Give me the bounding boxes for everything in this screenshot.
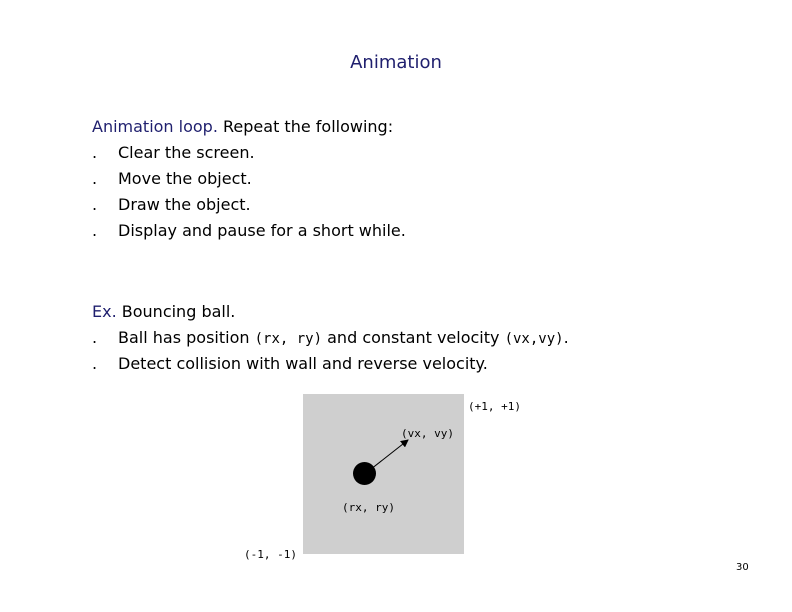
bullet-marker: . [92,143,98,162]
slide-title: Animation [350,52,442,73]
step-text: Display and pause for a short while. [118,221,406,240]
step-text: Draw the object. [118,195,251,214]
top-right-label: (+1, +1) [468,400,521,413]
bullet-marker: . [92,169,98,188]
item-text: Detect collision with wall and reverse velocity. [118,354,488,373]
example-intro: Bouncing ball. [121,302,236,321]
page-number: 30 [736,562,749,573]
step-text: Move the object. [118,169,252,188]
item-text: Ball has position [118,328,250,347]
bullet-marker: . [92,354,98,373]
item-text-end: . [563,328,569,347]
step-text: Clear the screen. [118,143,255,162]
example-heading: Ex. [92,302,117,321]
position-label: (rx, ry) [342,501,395,514]
velocity-code: (vx,vy) [504,331,564,347]
velocity-label: (vx, vy) [401,427,454,440]
ball [353,462,376,485]
position-code: (rx, ry) [254,331,323,347]
bullet-marker: . [92,195,98,214]
animation-loop-intro: Repeat the following: [223,117,394,136]
animation-loop-heading: Animation loop. [92,117,218,136]
bullet-marker: . [92,221,98,240]
bottom-left-label: (-1, -1) [244,548,297,561]
item-text: and constant velocity [327,328,500,347]
bullet-marker: . [92,328,98,347]
